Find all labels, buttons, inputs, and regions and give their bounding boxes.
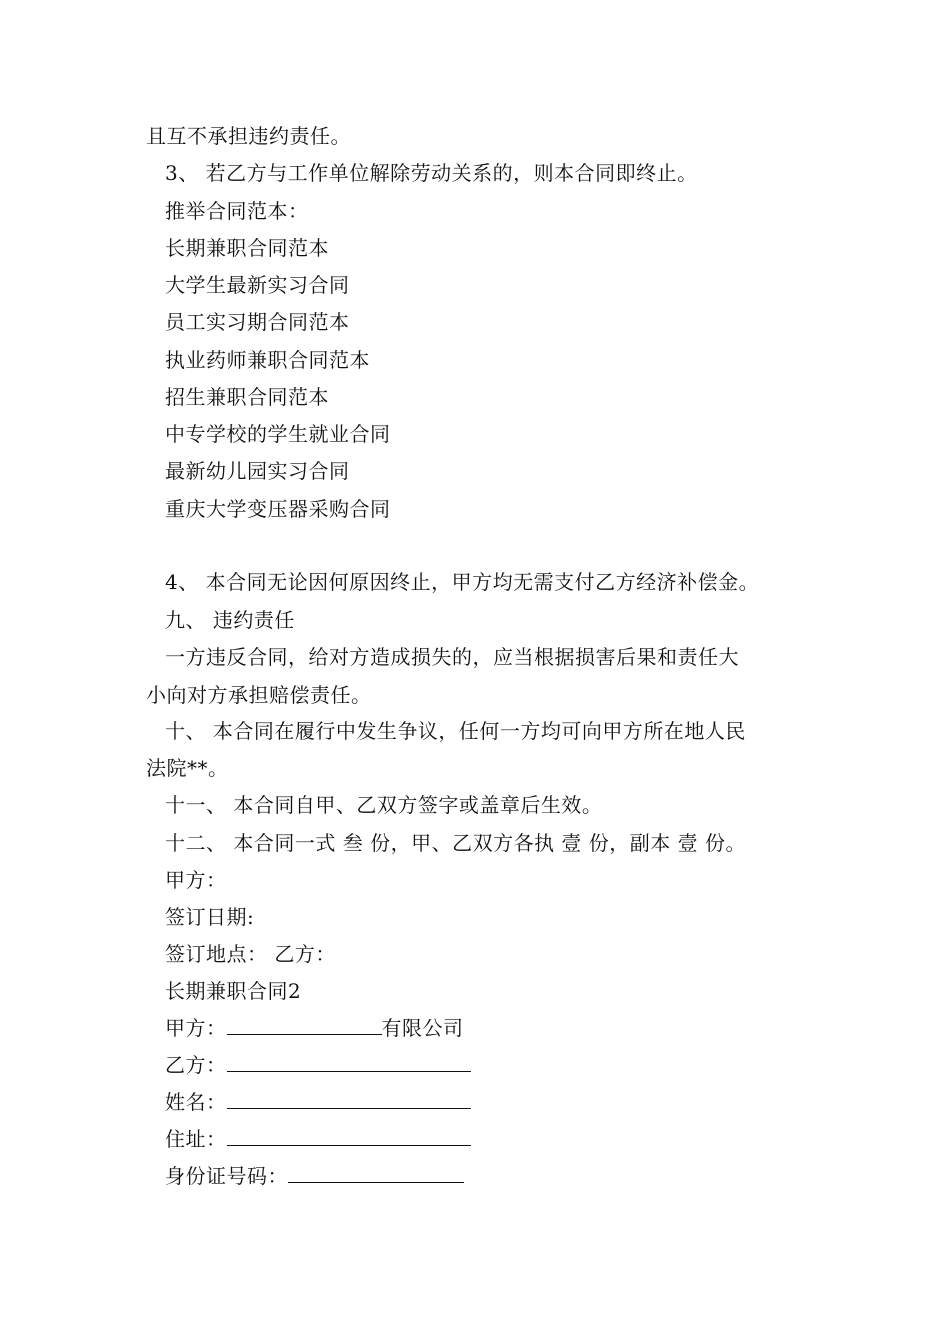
form-field	[165, 1163, 464, 1189]
recommended-item: 最新幼儿园实习合同	[165, 459, 350, 483]
recommended-item: 重庆大学变压器采购合同	[165, 497, 391, 521]
form-field	[165, 1015, 464, 1041]
recommended-item: 长期兼职合同范本	[165, 236, 329, 260]
text-line: 法院**。	[146, 756, 229, 780]
field-label: 姓名：	[165, 1090, 227, 1114]
text-line: 推举合同范本：	[165, 199, 309, 223]
text-line: 十、 本合同在履行中发生争议，任何一方均可向甲方所在地人民	[165, 719, 746, 743]
text-line: 3、 若乙方与工作单位解除劳动关系的，则本合同即终止。	[165, 161, 698, 185]
signature-label: 签订地点： 乙方：	[165, 942, 336, 966]
recommended-item: 招生兼职合同范本	[165, 385, 329, 409]
field-suffix: 有限公司	[381, 1016, 464, 1040]
recommended-item: 中专学校的学生就业合同	[165, 422, 391, 446]
form-field	[165, 1052, 471, 1078]
field-label: 身份证号码：	[165, 1164, 288, 1188]
contract-title: 长期兼职合同2	[165, 979, 302, 1003]
blank-underline	[227, 1090, 471, 1109]
text-line: 4、 本合同无论因何原因终止，甲方均无需支付乙方经济补偿金。	[165, 570, 760, 594]
section-heading: 九、 违约责任	[165, 608, 295, 632]
text-line: 小向对方承担赔偿责任。	[146, 683, 372, 707]
blank-underline	[227, 1127, 471, 1146]
signature-label: 签订日期:	[165, 905, 255, 929]
field-label: 乙方：	[165, 1053, 227, 1077]
text-line: 且互不承担违约责任。	[146, 124, 351, 148]
recommended-item: 员工实习期合同范本	[165, 310, 350, 334]
field-label: 甲方：	[165, 1016, 227, 1040]
blank-underline	[227, 1016, 382, 1035]
blank-underline	[227, 1053, 471, 1072]
text-line: 十一、 本合同自甲、乙双方签字或盖章后生效。	[165, 793, 603, 817]
recommended-item: 执业药师兼职合同范本	[165, 348, 370, 372]
field-label: 住址：	[165, 1127, 227, 1151]
form-field	[165, 1126, 471, 1152]
recommended-item: 大学生最新实习合同	[165, 273, 350, 297]
form-field	[165, 1089, 471, 1115]
text-line: 十二、 本合同一式 叁 份，甲、乙双方各执 壹 份，副本 壹 份。	[165, 831, 747, 855]
text-line: 一方违反合同，给对方造成损失的，应当根据损害后果和责任大	[165, 645, 739, 669]
signature-label: 甲方：	[165, 868, 227, 892]
blank-underline	[288, 1164, 464, 1183]
